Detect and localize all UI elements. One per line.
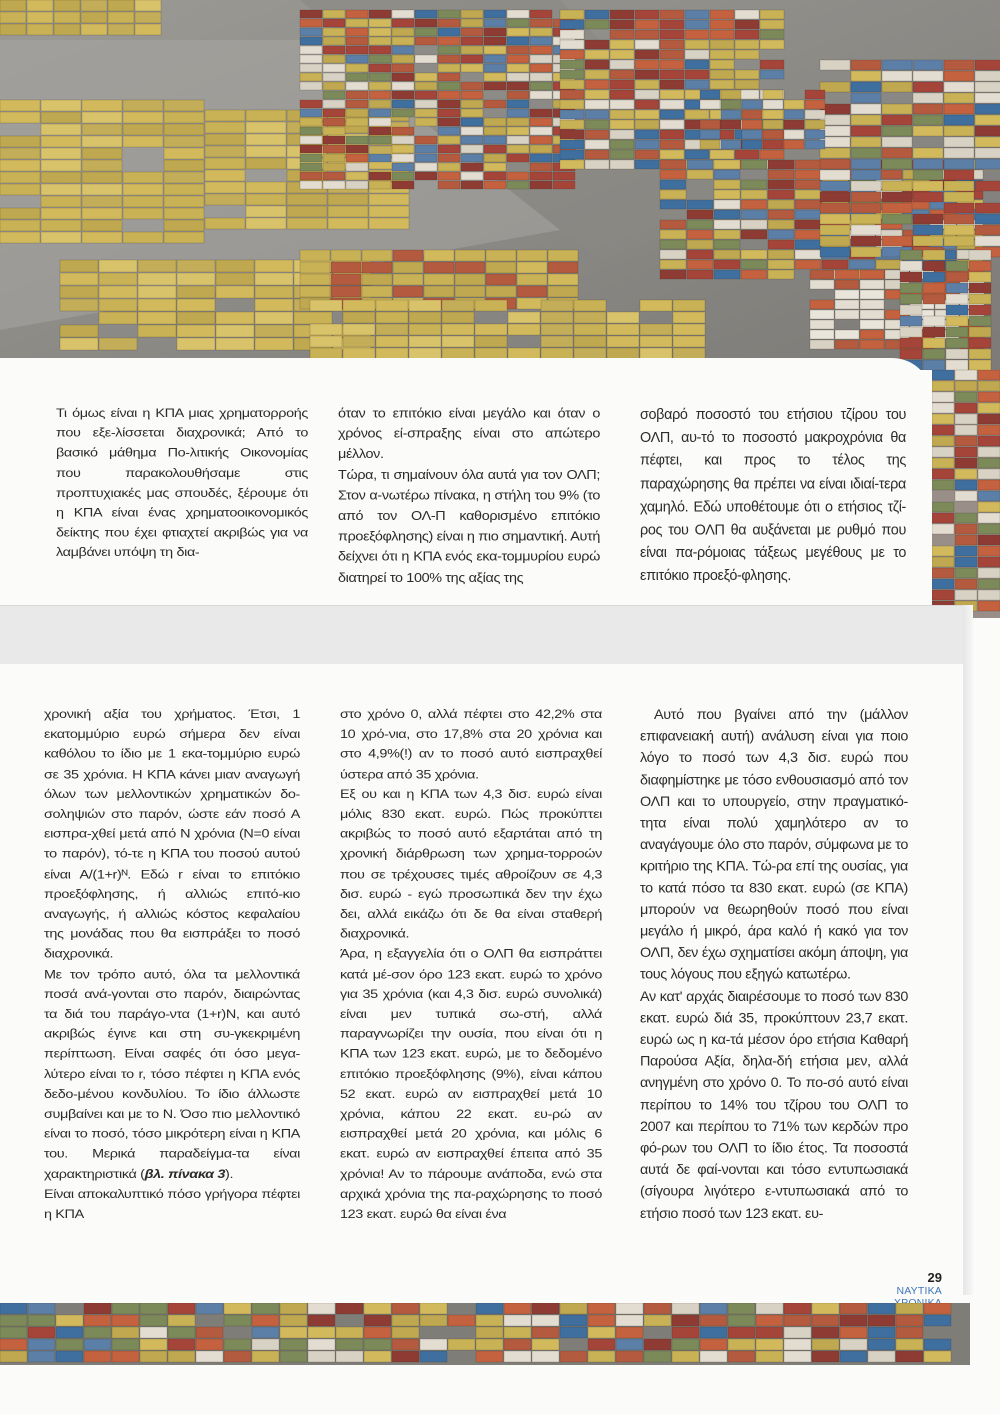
- paragraph: Άρα, η εξαγγελία ότι ο ΟΛΠ θα εισπράττει κατά μέ-σον όρο 123 εκατ. ευρώ το χρόνο για 35 χρόνια (και 4,3 δισ. ευρώ συνολικά) είναι μεν τυπικά σω-στή, αλλά παραγνωρίζει την ουσία, που είναι ότι η ΚΠΑ των 123 εκατ. ευρώ, με το δεδομένο επιτόκιο προεξόφλησης (9%), είναι κάπου 52 εκατ. ευρώ αν εισπραχθεί μετά 10 χρόνια, κάπου 22 εκατ. ευ-ρώ αν εισπραχθεί μετά 20 χρόνια, και μόλις 6 εκατ. ευρώ αν εισπραχθεί έπειτα από 35 χρόνια! Αν το πάρουμε ανάποδα, ενώ στα αρχικά χρόνια της πα-ραχώρησης το ποσό 123 εκατ. ευρώ θα είναι ένα: [340, 947, 602, 1222]
- paragraph: Τώρα, τι σημαίνουν όλα αυτά για τον ΟΛΠ; Στον α-νωτέρω πίνακα, η στήλη του 9% (το από τον ΟΛ-Π καθορισμένο επιτόκιο προεξόφλησης) είναι η πιο σημαντική. Αυτή δείχνει ότι η ΚΠΑ ενός εκα-τομμυρίου ευρώ διατηρεί το 100% της αξίας της: [338, 468, 600, 586]
- magazine-name-line1: ΝΑΥΤΙΚΑ: [896, 1285, 942, 1297]
- container-yard-photo-edge: [932, 370, 1000, 618]
- paragraph: Εξ ου και η ΚΠΑ των 4,3 δισ. ευρώ είναι μόλις 830 εκατ. ευρώ. Πώς προκύπτει ακριβώς το ποσό αυτό εξαρτάται από τη χρονική διάρθρωση των χρημα-τορροών που σε τρέχουσες τιμές αθροίζουν σε 4,3 δισ. ευρώ - εγώ προσωπικά δεν την έχω δει, αλλά εικάζω ότι δε θα είναι σταθερή διαχρονικά.: [340, 787, 602, 942]
- paragraph: Αν κατ' αρχάς διαιρέσουμε το ποσό των 830 εκατ. ευρώ διά 35, προκύπτουν 23,7 εκατ. ευρώ ως η κα-τά μέσον όρο ετήσια Καθαρή Παρούσα Αξία, δηλα-δή ετήσια μεν, αλλά ανηγμένη στο χρόνο 0. Το πο-σό αυτό είναι περίπου το 14% του τζίρου του ΟΛΠ το 2007 και περίπου το 71% των κερδών προ φό-ρων του ΟΛΠ το ίδιο έτος. Τα ποσοστά αυτά δε φαί-νονται και τόσο εντυπωσιακά (σίγουρα λιγότερο ε-ντυπωσιακά από το ετήσιο ποσό των 123 εκατ. ευ-: [640, 989, 908, 1222]
- section-separator-band: [0, 605, 970, 664]
- text-column-6: [640, 705, 908, 1225]
- page-number: 29: [927, 1270, 942, 1285]
- text-column-4: [44, 705, 300, 1225]
- container-yard-photo: [0, 0, 1000, 370]
- text-column-2: [338, 404, 600, 589]
- paragraph: Αυτό που βγαίνει από την (μάλλον επιφανειακή αυτή) ανάλυση είναι για ποιο λόγο το ποσό των 4,3 δισ. ευρώ που διαφημίστηκε με τόσο ενθουσιασμό από τον ΟΛΠ και το υπουργείο, στην πραγματικό-τητα είναι πολύ χαμηλότερο αν το αναγάγουμε όλο στο παρόν, σύμφωνα με το κριτήριο της ΚΠΑ. Τώ-ρα επί της ουσίας, για το κατά πόσο τα 830 εκατ. ευρώ (σε ΚΠΑ) μπορούν να θεωρηθούν ποσό που είναι μεγάλο ή μικρό, άρα καλό ή κακό για τον ΟΛΠ, δεν έχω σχηματίσει ακόμη άποψη, για τους λόγους που εξηγώ κατωτέρω.: [640, 707, 908, 983]
- container-yard-strip: [0, 1303, 970, 1365]
- paragraph: στο χρόνο 0, αλλά πέφτει στο 42,2% στα 10 χρό-νια, στο 17,8% στα 20 χρόνια και στο 4,9%(!) αν το ποσό αυτό εισπραχθεί ύστερα από 35 χρόνια.: [340, 707, 602, 782]
- paragraph: όταν το επιτόκιο είναι μεγάλο και όταν ο χρόνος εί-σπραξης είναι στο απώτερο μέλλον.: [338, 406, 600, 462]
- page-edge-shadow: [963, 605, 973, 1295]
- table-reference-link[interactable]: βλ. πίνακα 3: [144, 1167, 225, 1182]
- paragraph: Είναι αποκαλυπτικό πόσο γρήγορα πέφτει η ΚΠΑ: [44, 1187, 300, 1222]
- paragraph: χρονική αξία του χρήματος. Έτσι, 1 εκατομμύριο ευρώ σήμερα δεν είναι καθόλου το ίδιο με 1 εκα-τομμύριο ευρώ σε 35 χρόνια. Η ΚΠΑ κάνει μιαν αναγωγή όλων των μελλοντικών χρηματικών δο-σοληψιών στο παρόν, ώστε εάν ποσό Α εισπρα-χθεί μετά από Ν χρόνια (Ν=0 είναι το παρόν), τό-τε η ΚΠΑ του ποσού αυτού είναι Α/(1+r)ᴺ. Εδώ r είναι το επιτόκιο προεξόφλησης, ή αλλιώς επιτό-κιο αναγωγής, ή αλλιώς κόστος κεφαλαίου της μονάδας που θα εισπράξει το ποσό διαχρονικά.: [44, 707, 300, 962]
- paragraph-text: ).: [225, 1167, 234, 1182]
- text-column-5: [340, 705, 602, 1225]
- paragraph: Τι όμως είναι η ΚΠΑ μιας χρηματορροής που εξε-λίσσεται διαχρονικά; Από το βασικό μάθημα Πο-λιτικής Οικονομίας που παρακολουθήσαμε στις προπτυχιακές μας σπουδές, ξέρουμε ότι η ΚΠΑ είναι ένας χρηματοοικονομικός δείκτης που έχει φτιαχτεί ακριβώς για να λαμβάνει υπόψη τη δια-: [56, 406, 308, 561]
- text-column-1: [56, 404, 308, 564]
- text-column-3: [640, 404, 906, 589]
- paragraph: σοβαρό ποσοστό του ετήσιου τζίρου του ΟΛΠ, αυ-τό το ποσοστό μακροχρόνια θα πέφτει, και προς το τέλος της παραχώρησης θα πρέπει να είναι ιδιαί-τερα χαμηλό. Εδώ υποθέτουμε ότι ο ετήσιος τζί-ρος του ΟΛΠ θα αυξάνεται με ρυθμό που είναι πα-ρόμοιας τάξεως μεγέθους με το επιτόκιο προεξό-φλησης.: [640, 406, 906, 585]
- paragraph-text: Με τον τρόπο αυτό, όλα τα μελλοντικά ποσά ανά-γονται στο παρόν, διαιρώντας τα διά του παράγο-ντα (1+r)Ν, και αυτό ακριβώς έγινε και στη συ-γκεκριμένη περίπτωση. Είναι σαφές ότι όσο μεγα-λύτερο είναι το r, τόσο πέφτει η ΚΠΑ ενός δεδο-μένου κονδυλίου. Το ίδιο άλλωστε συμβαίνει και με το Ν. Όσο πιο μελλοντικό είναι το ποσό, τόσο μικρότερη είναι η ΚΠΑ του. Μερικά παραδείγμα-τα είναι χαρακτηριστικά (: [44, 967, 300, 1182]
- paragraph: [44, 965, 300, 1185]
